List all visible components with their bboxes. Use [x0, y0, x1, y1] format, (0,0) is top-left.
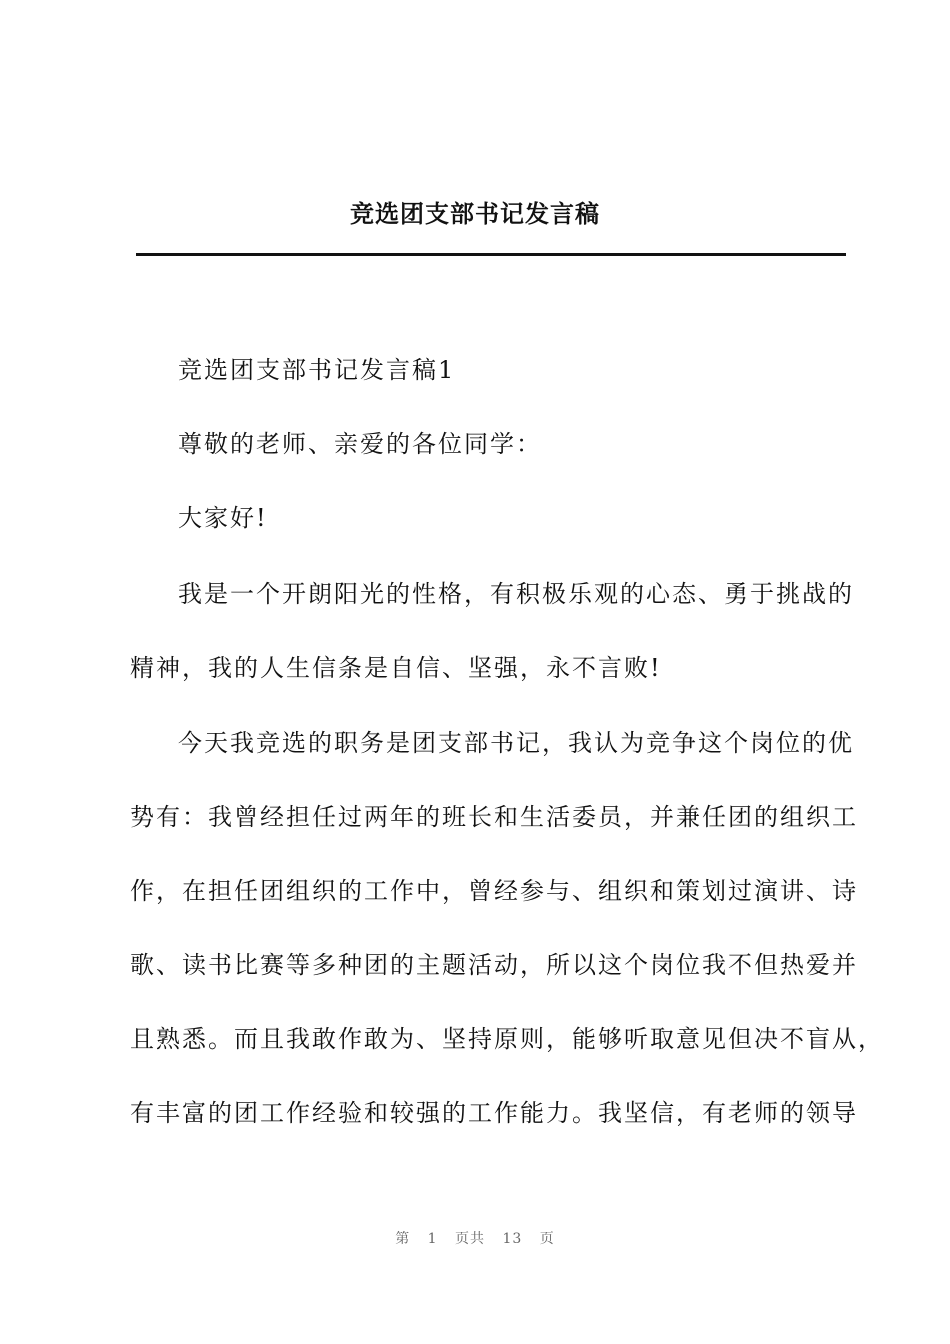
page-footer	[0, 1228, 950, 1248]
paragraph-line: 我是一个开朗阳光的性格，有积极乐观的心态、勇于挑战的	[178, 580, 854, 608]
current-page-number: 1	[427, 1231, 438, 1247]
footer-label-page: 第	[395, 1231, 411, 1247]
footer-label-of: 页共	[455, 1231, 486, 1247]
title-divider	[136, 253, 846, 256]
footer-label-pages: 页	[539, 1231, 555, 1247]
section-heading: 竞选团支部书记发言稿1	[178, 356, 456, 384]
paragraph-line: 精神，我的人生信条是自信、坚强，永不言败!	[130, 654, 662, 682]
paragraph-line: 作，在担任团组织的工作中，曾经参与、组织和策划过演讲、诗	[130, 877, 858, 905]
greeting: 大家好!	[178, 504, 268, 532]
paragraph-line: 今天我竞选的职务是团支部书记，我认为竞争这个岗位的优	[178, 729, 854, 757]
total-pages-number: 13	[502, 1231, 523, 1247]
paragraph-line: 且熟悉。而且我敢作敢为、坚持原则，能够听取意见但决不盲从，	[130, 1025, 884, 1053]
paragraph-line: 歌、读书比赛等多种团的主题活动，所以这个岗位我不但热爱并	[130, 951, 858, 979]
salutation: 尊敬的老师、亲爱的各位同学：	[178, 430, 542, 458]
paragraph-line: 有丰富的团工作经验和较强的工作能力。我坚信，有老师的领导	[130, 1099, 858, 1127]
paragraph-line: 势有：我曾经担任过两年的班长和生活委员，并兼任团的组织工	[130, 803, 858, 831]
page-title: 竞选团支部书记发言稿	[350, 199, 600, 228]
